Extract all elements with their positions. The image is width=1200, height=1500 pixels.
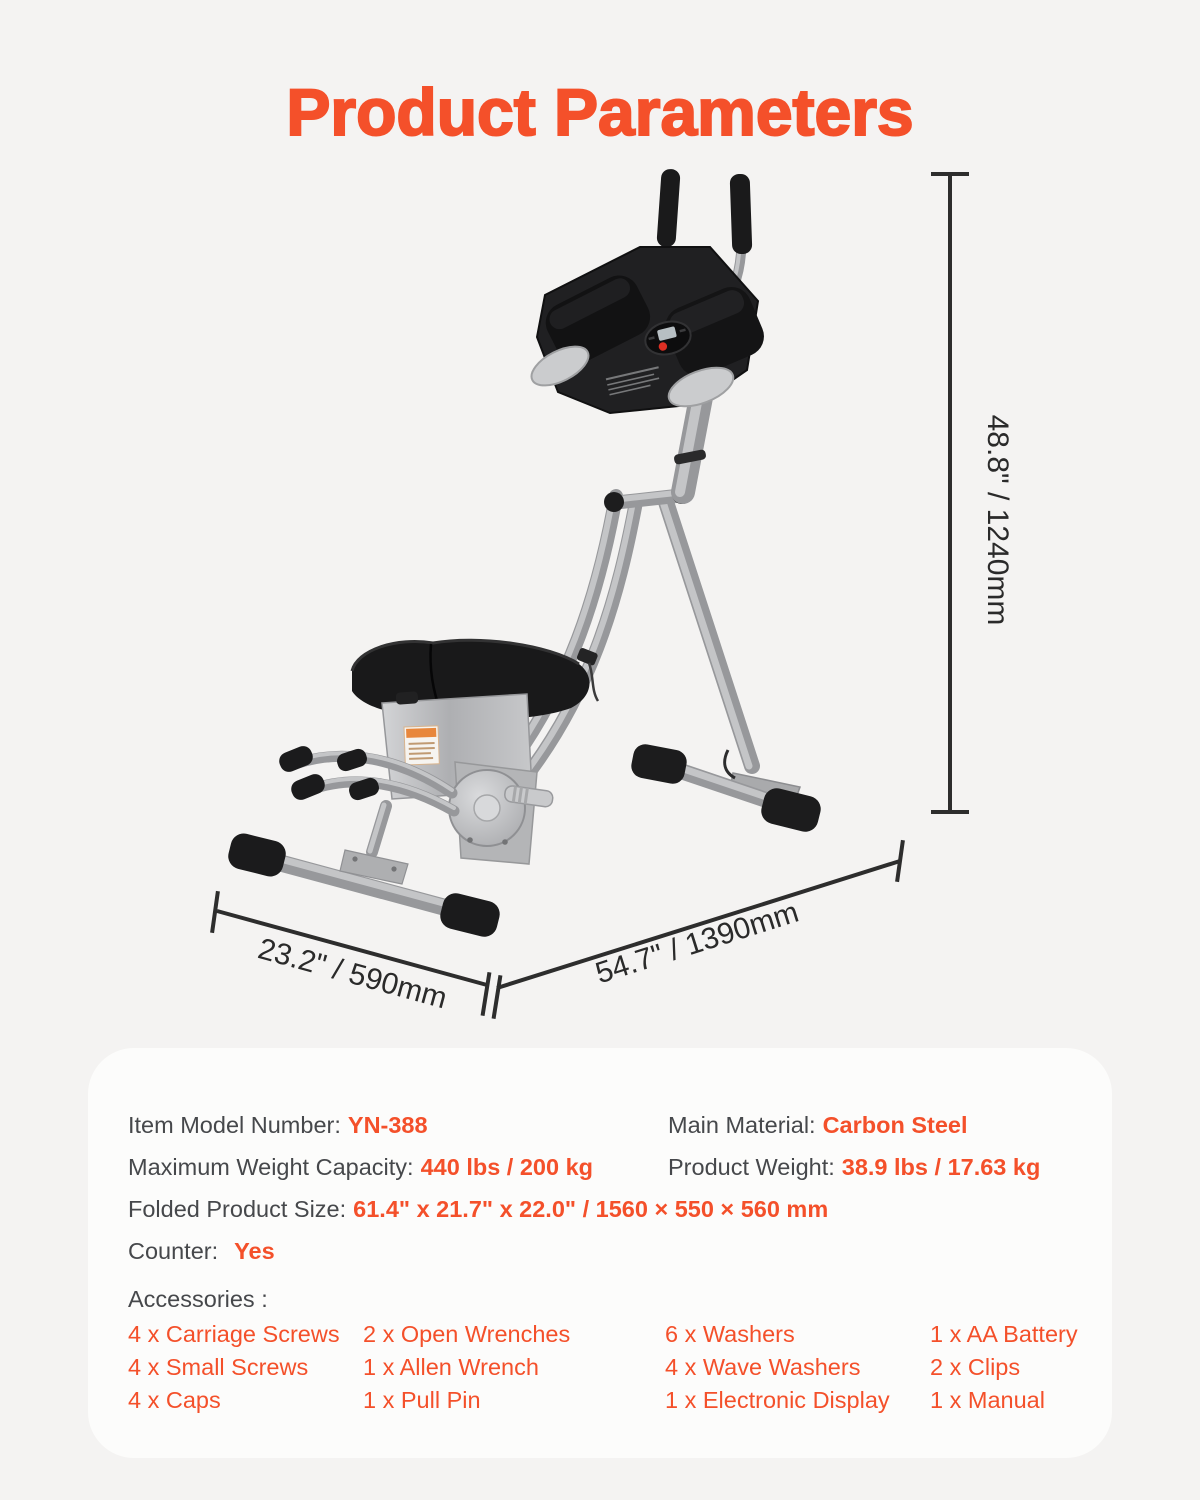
spec-material (668, 1104, 1082, 1146)
spec-card (88, 1048, 1112, 1458)
accessory-item: 4 x Wave Washers (665, 1354, 861, 1380)
accessory-item: 6 x Washers (665, 1321, 795, 1347)
spec-label: Counter: (128, 1238, 219, 1264)
spec-value: YN-388 (347, 1112, 428, 1138)
accessory-item: 2 x Open Wrenches (363, 1321, 571, 1347)
warning-label (404, 726, 439, 765)
spec-label: Main Material: (668, 1112, 816, 1138)
spec-weight (668, 1146, 1082, 1188)
dim-length-label: 54.7" / 1390mm (591, 895, 803, 991)
accessory-item: 4 x Small Screws (128, 1354, 309, 1380)
spec-item-model (128, 1104, 668, 1146)
page-title: Product Parameters (286, 75, 914, 149)
spec-label: Maximum Weight Capacity: (128, 1154, 414, 1180)
seat-carriage (352, 640, 589, 864)
accessory-item: 1 x Allen Wrench (363, 1354, 539, 1380)
spec-label: Product Weight: (668, 1154, 835, 1180)
spec-value: Carbon Steel (822, 1112, 968, 1138)
accessory-item: 1 x Electronic Display (665, 1387, 890, 1413)
rear-frame (629, 502, 823, 834)
spec-grid (128, 1104, 1082, 1272)
spec-folded-size (128, 1188, 1082, 1230)
spec-counter (128, 1230, 1082, 1272)
dim-height-label: 48.8" / 1240mm (981, 414, 1014, 626)
spec-value: Yes (234, 1238, 275, 1264)
left-grip (656, 168, 680, 247)
spec-value: 38.9 lbs / 17.63 kg (841, 1154, 1041, 1180)
accessory-item: 4 x Caps (128, 1387, 221, 1413)
spec-capacity (128, 1146, 668, 1188)
accessory-item: 1 x Manual (930, 1387, 1045, 1413)
spec-value: 440 lbs / 200 kg (420, 1154, 594, 1180)
accessory-item: 2 x Clips (930, 1354, 1021, 1380)
spec-value: 61.4" x 21.7" x 22.0" / 1560 × 550 × 560 mm (353, 1196, 829, 1222)
right-grip (730, 174, 753, 255)
armrest-platform (526, 247, 771, 414)
accessory-item: 1 x Pull Pin (363, 1387, 481, 1413)
accessories-list (128, 1318, 1082, 1417)
spec-label: Item Model Number: (128, 1112, 341, 1138)
accessory-item: 1 x AA Battery (930, 1321, 1078, 1347)
dim-depth-label: 23.2" / 590mm (254, 932, 451, 1016)
spec-label: Folded Product Size: (128, 1196, 347, 1222)
accessory-item: 4 x Carriage Screws (128, 1321, 340, 1347)
accessories-heading: Accessories : (128, 1286, 268, 1312)
